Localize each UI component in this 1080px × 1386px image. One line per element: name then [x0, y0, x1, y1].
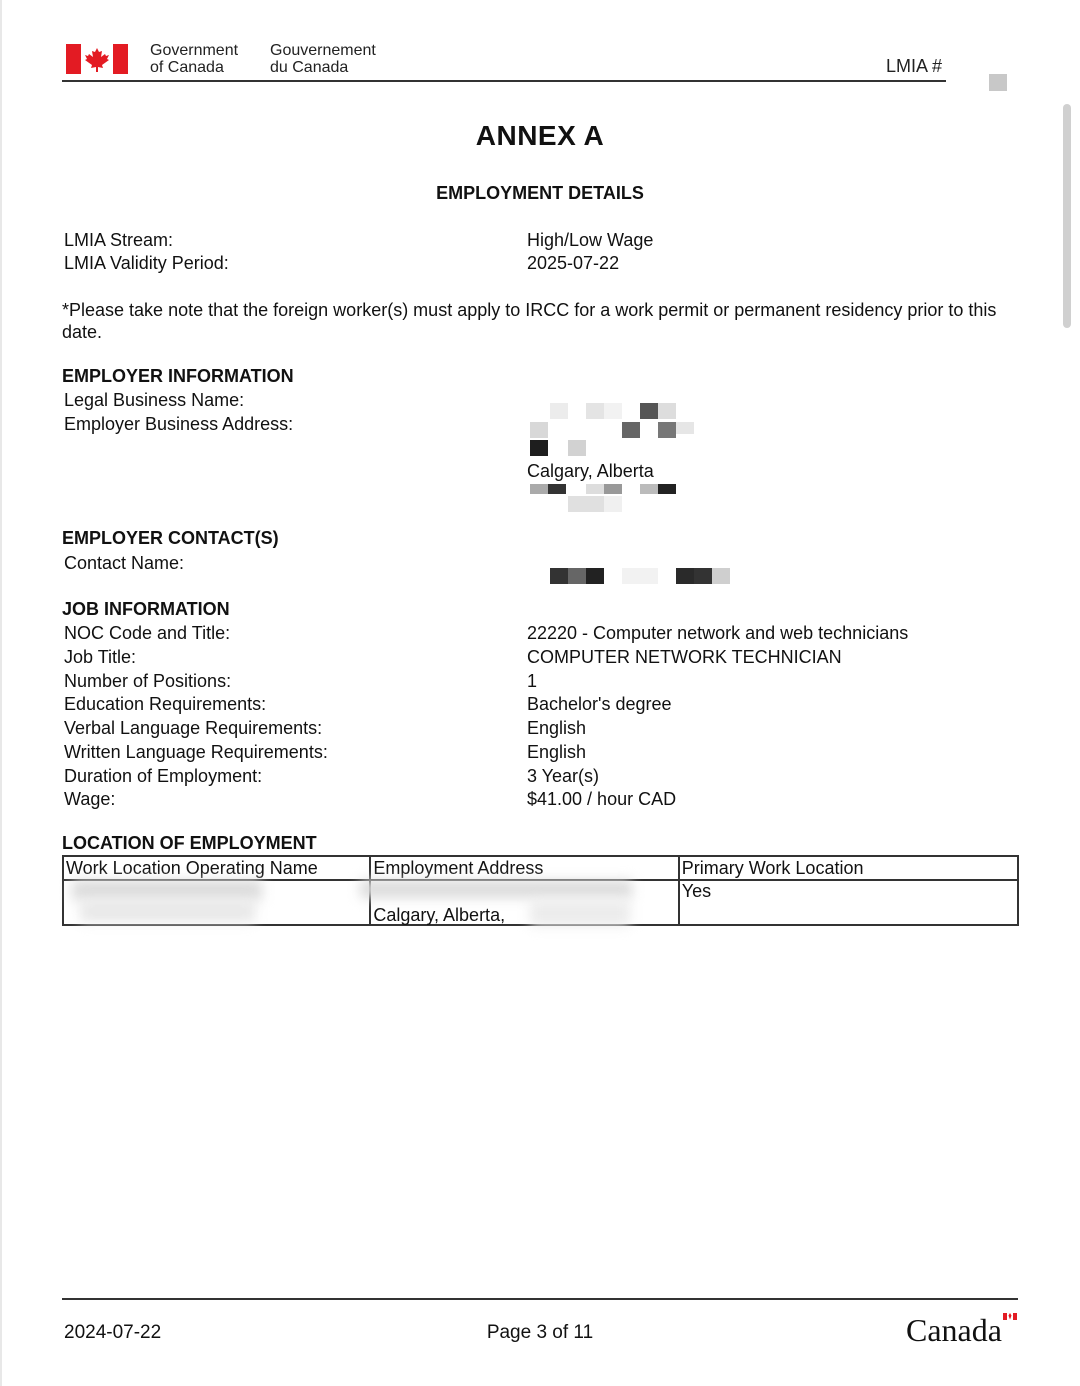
government-of-canada-wordmark — [150, 42, 238, 76]
education-label: Education Requirements: — [64, 694, 267, 714]
employer-city: Calgary, Alberta — [527, 461, 654, 481]
lmia-number-label: LMIA # — [885, 56, 942, 76]
legal-business-name-label: Legal Business Name: — [64, 390, 245, 410]
employer-contact-heading: EMPLOYER CONTACT(S) — [62, 528, 279, 548]
column-header-address: Employment Address — [370, 856, 678, 880]
verbal-language-value: English — [527, 718, 587, 738]
written-language-value: English — [527, 742, 587, 762]
redacted-operating-name — [72, 880, 262, 900]
cell-primary: Yes — [679, 880, 1018, 925]
gov-en-line2: of Canada — [150, 59, 224, 76]
page-subtitle: EMPLOYMENT DETAILS — [436, 183, 644, 203]
canada-wordmark-logo — [906, 1309, 1018, 1349]
redacted-address-2 — [530, 900, 630, 926]
canada-flag-icon — [66, 44, 128, 74]
gov-en-line1: Government — [150, 42, 239, 59]
document-header — [62, 40, 946, 82]
verbal-language-label: Verbal Language Requirements: — [64, 718, 323, 738]
job-title-value: COMPUTER NETWORK TECHNICIAN — [527, 647, 842, 667]
lmia-validity-value: 2025-07-22 — [527, 253, 620, 273]
contact-name-label: Contact Name: — [64, 553, 185, 573]
canada-wordmark-text: Canada — [906, 1312, 1002, 1348]
positions-label: Number of Positions: — [64, 671, 232, 691]
noc-value: 22220 - Computer network and web technicians — [527, 623, 909, 643]
redacted-address — [360, 880, 632, 898]
footer-date: 2024-07-22 — [64, 1322, 162, 1343]
wage-label: Wage: — [64, 789, 116, 809]
gov-fr-line1: Gouvernement — [270, 42, 376, 59]
gov-fr-line2: du Canada — [270, 59, 349, 76]
location-heading: LOCATION OF EMPLOYMENT — [62, 833, 317, 853]
job-title-label: Job Title: — [64, 647, 137, 667]
column-header-operating-name: Work Location Operating Name — [63, 856, 370, 880]
employer-info-heading: EMPLOYER INFORMATION — [62, 366, 294, 386]
page-title: ANNEX A — [475, 120, 605, 151]
column-header-primary: Primary Work Location — [679, 856, 1018, 880]
permit-note: *Please take note that the foreign worker(s) must apply to IRCC for a work permit or permanent residency prior to this date. — [62, 300, 997, 342]
location-table-header-row — [63, 856, 1018, 880]
written-language-label: Written Language Requirements: — [64, 742, 328, 762]
duration-value: 3 Year(s) — [527, 766, 600, 786]
wage-value: $41.00 / hour CAD — [527, 789, 677, 809]
redacted-contact-name — [548, 566, 738, 586]
noc-label: NOC Code and Title: — [64, 623, 231, 643]
gouvernement-du-canada-wordmark — [270, 42, 376, 76]
redaction-square — [989, 74, 1007, 91]
address-city: Calgary, Alberta, — [373, 905, 506, 925]
positions-value: 1 — [527, 671, 538, 691]
lmia-stream-value: High/Low Wage — [527, 230, 654, 250]
footer-divider — [62, 1298, 1018, 1300]
redacted-business-info — [528, 400, 698, 515]
job-info-heading: JOB INFORMATION — [62, 599, 230, 619]
duration-label: Duration of Employment: — [64, 766, 263, 786]
lmia-stream-label: LMIA Stream: — [64, 230, 174, 250]
page-number: Page 3 of 11 — [486, 1322, 594, 1343]
lmia-validity-label: LMIA Validity Period: — [64, 253, 229, 273]
employer-address-label: Employer Business Address: — [64, 414, 294, 434]
education-value: Bachelor's degree — [527, 694, 672, 714]
redacted-operating-name-2 — [80, 900, 255, 922]
